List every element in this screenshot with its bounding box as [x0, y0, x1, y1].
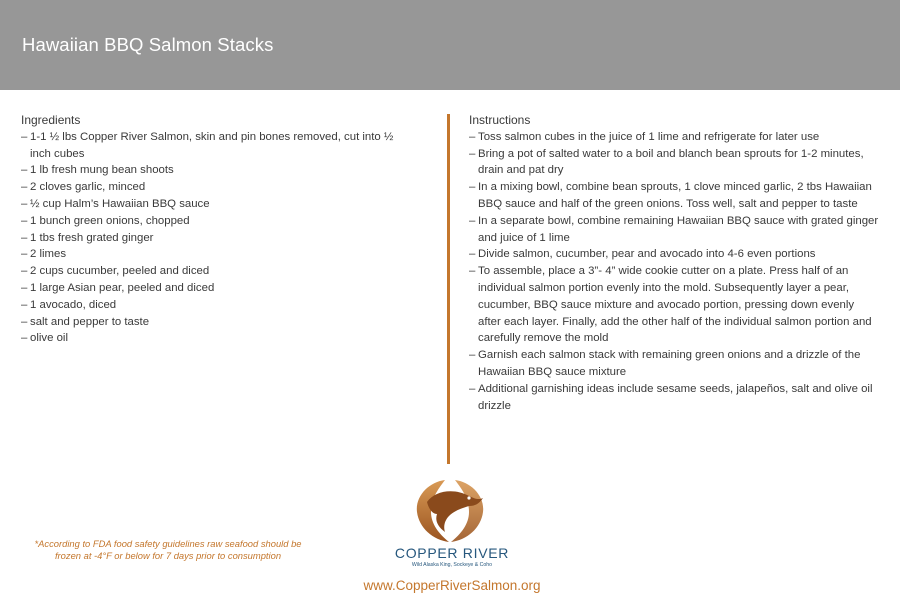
instruction-step: – Divide salmon, cucumber, pear and avocado into 4-6 even portions [469, 248, 816, 261]
instruction-step: – In a separate bowl, combine remaining Hawaiian BBQ sauce with grated ginger and juice of 1 lime [469, 214, 879, 244]
ingredients-heading: Ingredients [21, 113, 81, 127]
instructions-heading: Instructions [469, 113, 531, 127]
ingredients-section [21, 112, 416, 347]
instruction-step: – Bring a pot of salted water to a boil and blanch bean sprouts for 1-2 minutes, drain and pat dry [469, 147, 864, 177]
column-divider [447, 114, 450, 464]
ingredient-item: – 1 bunch green onions, chopped [21, 214, 190, 227]
instruction-step: – In a mixing bowl, combine bean sprouts, 1 clove minced garlic, 2 tbs Hawaiian BBQ sauce and half of the green onions. Toss well, salt and pepper to taste [469, 181, 872, 210]
brand-tagline: Wild Alaska King, Sockeye & Coho [411, 562, 493, 568]
page-title: Hawaiian BBQ Salmon Stacks [22, 34, 274, 55]
website-link[interactable]: www.CopperRiverSalmon.org [363, 578, 541, 593]
header-bar [0, 0, 900, 90]
ingredient-item: – 1 large Asian pear, peeled and diced [21, 281, 215, 294]
ingredient-item: – 1 avocado, diced [21, 298, 117, 311]
instruction-step: – To assemble, place a 3”- 4” wide cookie cutter on a plate. Press half of an individual salmon portion evenly into the mold. Subsequently layer a pear, cucumber, BBQ sauce mixture and avocado portion, pressing down evenly after each layer. Finally, add the other half of the individual salmon portion and carefully remove the mold [469, 265, 872, 345]
ingredient-item: – 1-1 ½ lbs Copper River Salmon, skin and pin bones removed, cut into ½ inch cubes [21, 130, 394, 160]
copper-river-salmon-logo-icon [405, 474, 495, 544]
instruction-step: – Toss salmon cubes in the juice of 1 lime and refrigerate for later use [469, 130, 820, 143]
ingredient-item: – ½ cup Halm’s Hawaiian BBQ sauce [21, 197, 210, 210]
fda-footnote: *According to FDA food safety guidelines raw seafood should be frozen at -4°F or below for 7 days prior to consumption [34, 538, 302, 561]
ingredient-item: – 2 limes [21, 248, 67, 261]
ingredient-item: – 1 lb fresh mung bean shoots [21, 164, 174, 177]
instruction-step: – Additional garnishing ideas include sesame seeds, jalapeños, salt and olive oil drizzle [469, 382, 873, 412]
instruction-step: – Garnish each salmon stack with remaining green onions and a drizzle of the Hawaiian BBQ sauce mixture [469, 349, 861, 378]
ingredient-item: – 2 cups cucumber, peeled and diced [21, 265, 210, 278]
ingredient-item: – 1 tbs fresh grated ginger [21, 231, 154, 244]
ingredient-item: – olive oil [21, 332, 68, 345]
instructions-list [469, 129, 879, 415]
ingredient-item: – salt and pepper to taste [21, 315, 150, 328]
ingredient-item: – 2 cloves garlic, minced [21, 181, 146, 194]
ingredients-list [21, 129, 416, 347]
brand-name: COPPER RIVER [394, 545, 510, 561]
instructions-section [469, 112, 879, 414]
